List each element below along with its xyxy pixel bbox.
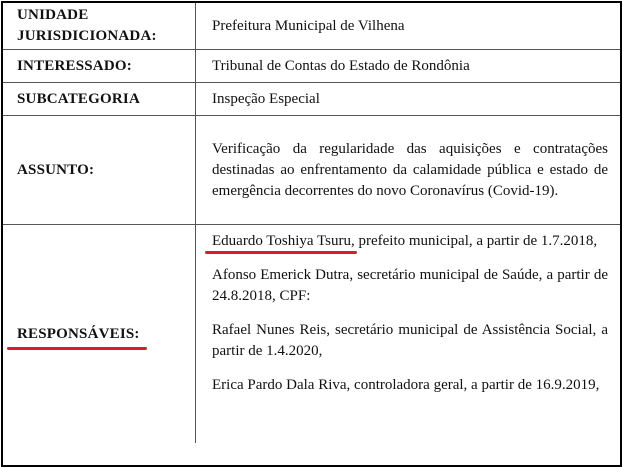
responsavel-item bbox=[212, 265, 608, 307]
label-responsaveis-wrap bbox=[17, 324, 140, 345]
responsavel-item bbox=[212, 231, 608, 252]
responsavel-item bbox=[212, 375, 608, 396]
row-subcategoria bbox=[3, 83, 620, 116]
responsavel-name: Rafael Nunes Reis bbox=[212, 322, 327, 338]
responsavel-role: , prefeito municipal, a partir de 1.7.2018, bbox=[351, 233, 598, 249]
value-subcategoria: Inspeção Especial bbox=[196, 83, 621, 116]
label-assunto: ASSUNTO: bbox=[3, 116, 196, 225]
document-table-frame bbox=[1, 1, 622, 467]
responsavel-role: , secretário municipal de Assistência Social, a partir de 1.4.2020, bbox=[212, 322, 608, 359]
red-underline-name bbox=[205, 251, 357, 254]
row-interessado bbox=[3, 50, 620, 83]
label-interessado: INTERESSADO: bbox=[3, 50, 196, 83]
red-underline-label bbox=[7, 347, 147, 350]
responsaveis-list bbox=[212, 225, 608, 396]
value-interessado: Tribunal de Contas do Estado de Rondônia bbox=[196, 50, 621, 83]
row-assunto bbox=[3, 116, 620, 225]
responsavel-name: Erica Pardo Dala Riva bbox=[212, 377, 347, 393]
label-subcategoria: SUBCATEGORIA bbox=[3, 83, 196, 116]
label-responsaveis: RESPONSÁVEIS: bbox=[17, 325, 140, 342]
value-assunto: Verificação da regularidade das aquisições e contratações destinadas ao enfrentamento da calamidade pública e estado de emergência decorrentes do novo Coronavírus (Covid-19). bbox=[196, 116, 621, 225]
label-unidade-line1: UNIDADE bbox=[17, 7, 89, 23]
responsavel-role: , controladora geral, a partir de 16.9.2019, bbox=[346, 377, 600, 393]
responsavel-name: Afonso Emerick Dutra bbox=[212, 267, 350, 283]
label-unidade bbox=[3, 3, 196, 50]
process-info-table bbox=[3, 3, 620, 443]
row-unidade bbox=[3, 3, 620, 50]
responsavel-name: Eduardo Toshiya Tsuru bbox=[212, 233, 351, 249]
responsavel-name-wrap bbox=[212, 233, 351, 249]
responsavel-role: , secretário municipal de Saúde, a partir de 24.8.2018, CPF: bbox=[212, 267, 608, 304]
label-unidade-line2: JURISDICIONADA: bbox=[17, 28, 157, 44]
row-responsaveis bbox=[3, 225, 620, 444]
responsavel-item bbox=[212, 320, 608, 362]
label-responsaveis-cell bbox=[3, 225, 196, 444]
value-unidade: Prefeitura Municipal de Vilhena bbox=[212, 17, 405, 34]
value-responsaveis bbox=[196, 225, 621, 444]
